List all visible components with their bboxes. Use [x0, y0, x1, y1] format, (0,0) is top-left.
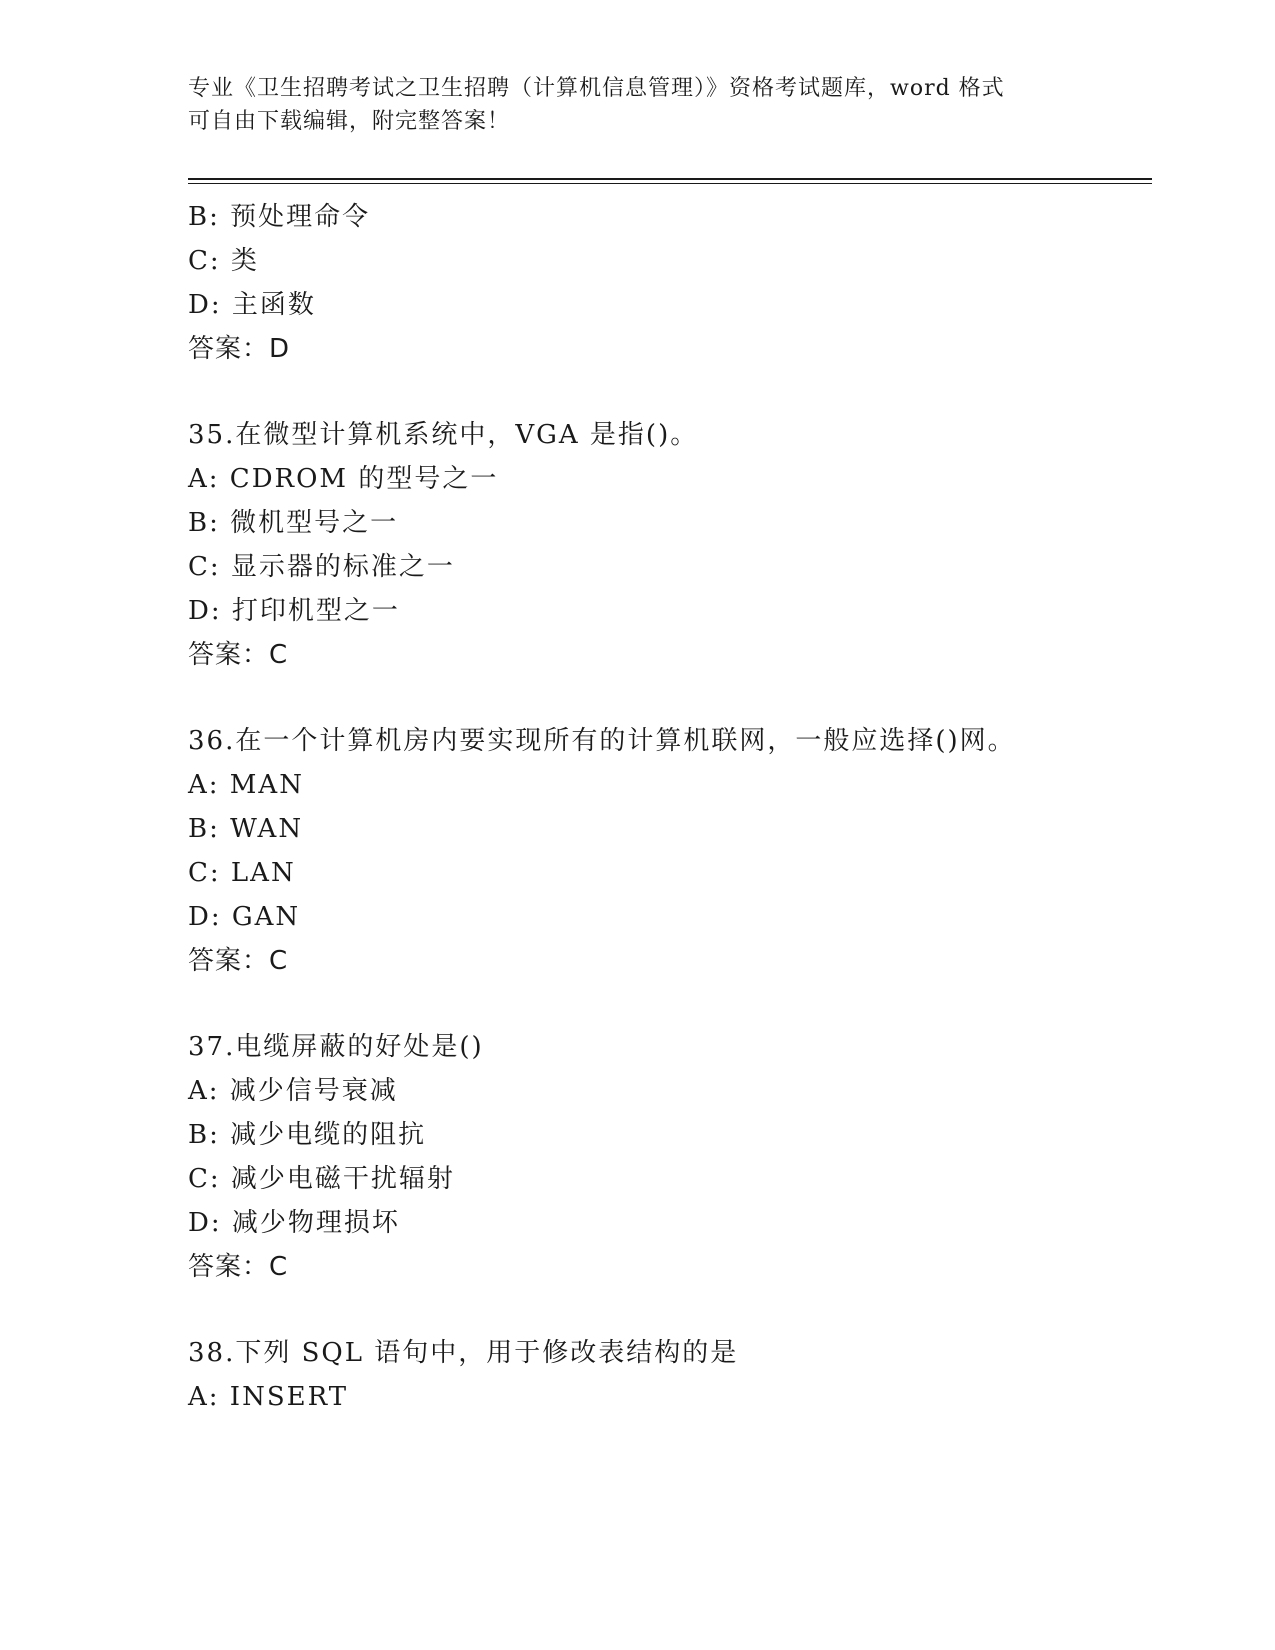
- document-header: [188, 72, 1088, 138]
- q34-answer: 答案：D: [188, 334, 291, 364]
- q37-option-a: A: 减少信号衰减: [188, 1076, 398, 1106]
- q34-option-d: D: 主函数: [188, 290, 316, 320]
- q37-option-c: C: 减少电磁干扰辐射: [188, 1164, 455, 1194]
- q35-option-c: C: 显示器的标准之一: [188, 552, 455, 582]
- header-line-1: 专业《卫生招聘考试之卫生招聘（计算机信息管理）》资格考试题库，word 格式: [188, 76, 1005, 101]
- q38-question: 38.下列 SQL 语句中，用于修改表结构的是: [188, 1338, 739, 1368]
- q37-answer: 答案：C: [188, 1252, 289, 1282]
- q34-option-b: B: 预处理命令: [188, 202, 371, 232]
- q37-question: 37.电缆屏蔽的好处是(): [188, 1032, 484, 1062]
- q35-option-b: B: 微机型号之一: [188, 508, 399, 538]
- header-rule-thick: [188, 178, 1152, 180]
- q36-question: 36.在一个计算机房内要实现所有的计算机联网，一般应选择()网。: [188, 726, 1016, 756]
- q36-option-a: A: MAN: [188, 770, 304, 800]
- header-line-2: 可自由下载编辑，附完整答案！: [188, 109, 511, 134]
- q38-option-a: A: INSERT: [188, 1382, 349, 1412]
- q35-option-a: A: CDROM 的型号之一: [188, 464, 499, 494]
- q35-question: 35.在微型计算机系统中，VGA 是指()。: [188, 420, 699, 450]
- q36-option-c: C: LAN: [188, 858, 296, 888]
- q36-option-d: D: GAN: [188, 902, 301, 932]
- q34-option-c: C: 类: [188, 246, 259, 276]
- q36-option-b: B: WAN: [188, 814, 304, 844]
- header-rule-thin: [188, 183, 1152, 184]
- q35-option-d: D: 打印机型之一: [188, 596, 400, 626]
- q35-answer: 答案：C: [188, 640, 289, 670]
- q36-answer: 答案：C: [188, 946, 289, 976]
- q37-option-b: B: 减少电缆的阻抗: [188, 1120, 427, 1150]
- q37-option-d: D: 减少物理损坏: [188, 1208, 400, 1238]
